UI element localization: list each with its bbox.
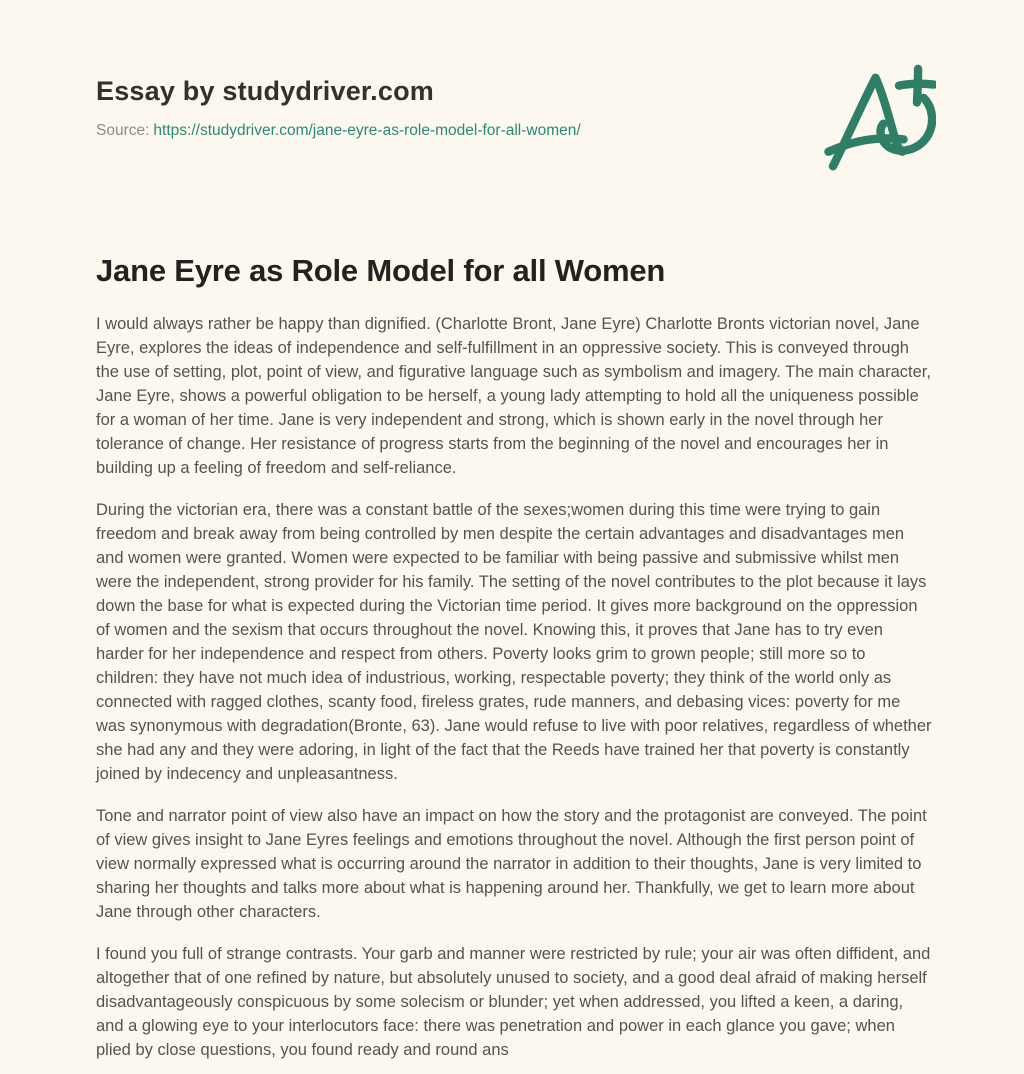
essay-paragraph-4: I found you full of strange contrasts. Your garb and manner were restricted by rule; your air was often diffident, and altogether that of one refined by nature, but absolutely unused to society, and a good deal afraid of making herself disadvantageously conspicuous by some solecism or blunder; yet when addressed, you lifted a keen, a daring, and a glowing eye to your interlocutors face: there was penetration and power in each glance you gave; when plied by close questions, you found ready and round ans bbox=[96, 945, 931, 1059]
studydriver-logo bbox=[824, 58, 936, 176]
a-plus-logo-icon bbox=[824, 58, 936, 176]
essay-title: Jane Eyre as Role Model for all Women bbox=[96, 253, 666, 288]
source-label: Source: bbox=[96, 122, 150, 139]
essay-paragraph-2: During the victorian era, there was a constant battle of the sexes;women during this time were trying to gain freedom and break away from being controlled by men despite the certain advantages and disadvantages men and women were granted. Women were expected to be familiar with being passive and submissive whilst men were the independent, strong provider for his family. The setting of the novel contributes to the plot because it lays down the base for what is expected during the Victorian time period. It gives more background on the oppression of women and the sexism that occurs throughout the novel. Knowing this, it proves that Jane has to try even harder for her independence and respect from others. Poverty looks grim to grown people; still more so to children: they have not much idea of industrious, working, respectable poverty; they think of the world only as connected with ragged clothes, scanty food, fireless grates, rude manners, and debasing vices: poverty for me was synonymous with degradation(Bronte, 63). Jane would refuse to live with poor relatives, regardless of whether she had any and they were adoring, in light of the fact that the Reeds have trained her that poverty is constantly joined by indecency and unpleasantness. bbox=[96, 501, 932, 783]
page-header bbox=[96, 76, 928, 140]
header-title: Essay by studydriver.com bbox=[96, 76, 434, 106]
essay-paragraph-1: I would always rather be happy than dignified. (Charlotte Bront, Jane Eyre) Charlotte Bronts victorian novel, Jane Eyre, explores the ideas of independence and self-fulfillment in an oppressive society. This is conveyed through the use of setting, plot, point of view, and figurative language such as symbolism and imagery. The main character, Jane Eyre, shows a powerful obligation to be herself, a young lady attempting to hold all the uniqueness possible for a woman of her time. Jane is very independent and strong, which is shown early in the novel through her tolerance of change. Her resistance of progress starts from the beginning of the novel and encourages her in building up a feeling of freedom and self-reliance. bbox=[96, 315, 931, 477]
essay-body bbox=[96, 312, 932, 1062]
essay-paragraph-3: Tone and narrator point of view also have an impact on how the story and the protagonist are conveyed. The point of view gives insight to Jane Eyres feelings and emotions throughout the novel. Although the first person point of view normally expressed what is occurring around the narrator in addition to their thoughts, Jane is very limited to sharing her thoughts and talks more about what is happening around her. Thankfully, we get to learn more about Jane through other characters. bbox=[96, 807, 927, 921]
essay-content bbox=[96, 253, 932, 1062]
source-link[interactable]: https://studydriver.com/jane-eyre-as-role-model-for-all-women/ bbox=[153, 122, 581, 139]
source-line bbox=[96, 122, 928, 140]
